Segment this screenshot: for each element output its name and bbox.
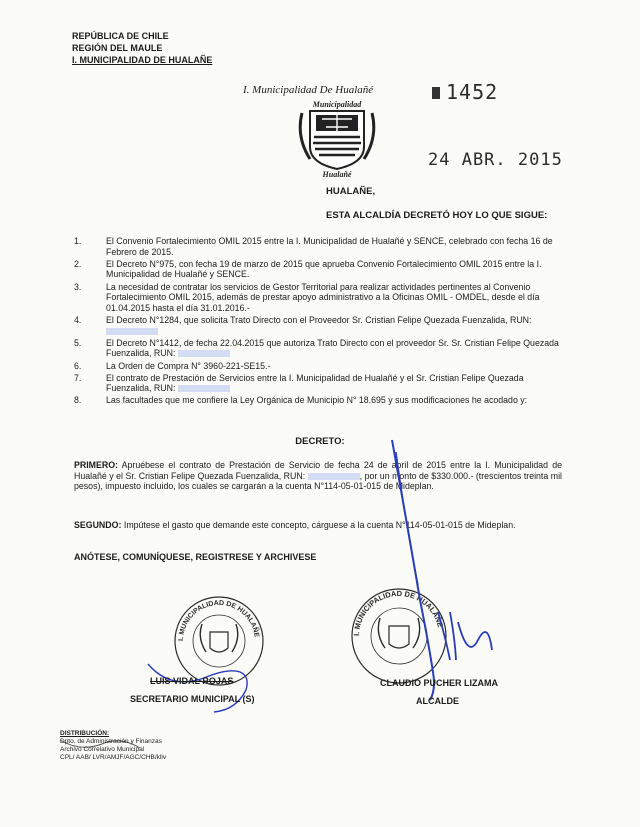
list-item: 2. El Decreto N°975, con fecha 19 de marzo de 2015 que aprueba Convenio Fortalecimiento OMIL 2015 entre la I. Municipalidad de Hualañé y SENCE. bbox=[74, 258, 542, 280]
svg-text:I. MUNICIPALIDAD DE HUALAÑE: I. MUNICIPALIDAD DE HUALAÑE bbox=[351, 588, 445, 637]
header-municipality: I. MUNICIPALIDAD DE HUALAÑE bbox=[72, 55, 213, 65]
list-item: 6. La Orden de Compra N° 3960-221-SE15.- bbox=[74, 360, 271, 371]
mayor-name: CLAUDIO PUCHER LIZAMA bbox=[380, 678, 498, 688]
mayor-title: ALCALDE bbox=[416, 696, 459, 706]
list-item: 8. Las facultades que me confiere la Ley Orgánica de Municipio N° 18.695 y sus modificaciones he acodado y: bbox=[74, 395, 528, 406]
secretary-title: SECRETARIO MUNICIPAL (S) bbox=[130, 694, 255, 704]
letterhead-title: I. Municipalidad De Hualañé bbox=[243, 84, 374, 96]
list-item: 4. El Decreto N°1284, que solicita Trato Directo con el Proveedor Sr. Cristian Felipe Quezada Fuenzalida, RUN: bbox=[74, 315, 562, 336]
crest-bottom-text: Hualañé bbox=[322, 170, 352, 179]
header-republic: REPÚBLICA DE CHILE bbox=[72, 31, 169, 41]
list-item: 3. La necesidad de contratar los servicios de Gestor Territorial para realizar actividades pertinentes al Convenio Fortalecimiento OMIL 2015, además de prestar apoyo administrativo a la Oficinas OMIL - OMDEL, desde el día 01.04.2015 hasta el día 31.01.2016.- bbox=[74, 281, 540, 313]
distribution-line: Dpto. de Administración y Finanzas bbox=[60, 738, 162, 745]
segundo-paragraph: SEGUNDO: Impútese el gasto que demande este concepto, cárguese a la cuenta N°114-05-01-015 de Mideplan. bbox=[74, 520, 516, 530]
list-item: 1. El Convenio Fortalecimiento OMIL 2015 entre la I. Municipalidad de Hualañé y SENCE, celebrado con fecha 16 de Febrero de 2015. bbox=[74, 236, 553, 257]
place-line: HUALAÑE, bbox=[326, 186, 376, 197]
distribution-block bbox=[60, 730, 166, 762]
closing-line: ANÓTESE, COMUNÍQUESE, REGISTRESE Y ARCHIVESE bbox=[74, 552, 317, 562]
svg-text:I. MUNICIPALIDAD DE HUALAÑE: I. MUNICIPALIDAD DE HUALAÑE bbox=[177, 599, 260, 642]
distribution-line: Archivo Correlativo Municipal bbox=[60, 746, 145, 753]
intro-line: ESTA ALCALDÍA DECRETÓ HOY LO QUE SIGUE: bbox=[326, 210, 548, 221]
crest-top-text: Municipalidad bbox=[312, 100, 362, 109]
primero-paragraph: PRIMERO: Apruébese el contrato de Prestación de Servicio de fecha 24 de abril de 2015 entre la I. Municipalidad de Hualañé y el Sr. Cristian Felipe Quezada Fuenzalida, RUN: , por un monto de $330.000.- (trescientos treinta mil pesos), impuesto incluido, los cuales se cargarán a la cuenta N°114-05-01-015 de Mideplan. bbox=[74, 460, 562, 492]
decreto-heading: DECRETO: bbox=[295, 436, 345, 447]
decree-number-stamp: 1452 bbox=[446, 80, 499, 104]
distribution-heading: DISTRIBUCIÓN: bbox=[60, 730, 110, 737]
list-item: 7. El contrato de Prestación de Servicios entre la I. Municipalidad de Hualañé y el Sr. Cristian Felipe Quezada Fuenzalida, RUN: bbox=[74, 372, 524, 394]
list-item: 5. El Decreto N°1412, de fecha 22.04.2015 que autoriza Trato Directo con el proveedor Sr. Sr. Cristian Felipe Quezada Fuenzalida, RUN: bbox=[74, 337, 559, 359]
distribution-line: CPL/ AAB/ LVR/AMJF/AGC/CHB/kllv bbox=[60, 754, 167, 761]
date-stamp: 24 ABR. 2015 bbox=[428, 150, 563, 170]
secretary-name: LUIS VIDAL ROJAS bbox=[150, 676, 234, 686]
header-region: REGIÓN DEL MAULE bbox=[72, 43, 163, 53]
